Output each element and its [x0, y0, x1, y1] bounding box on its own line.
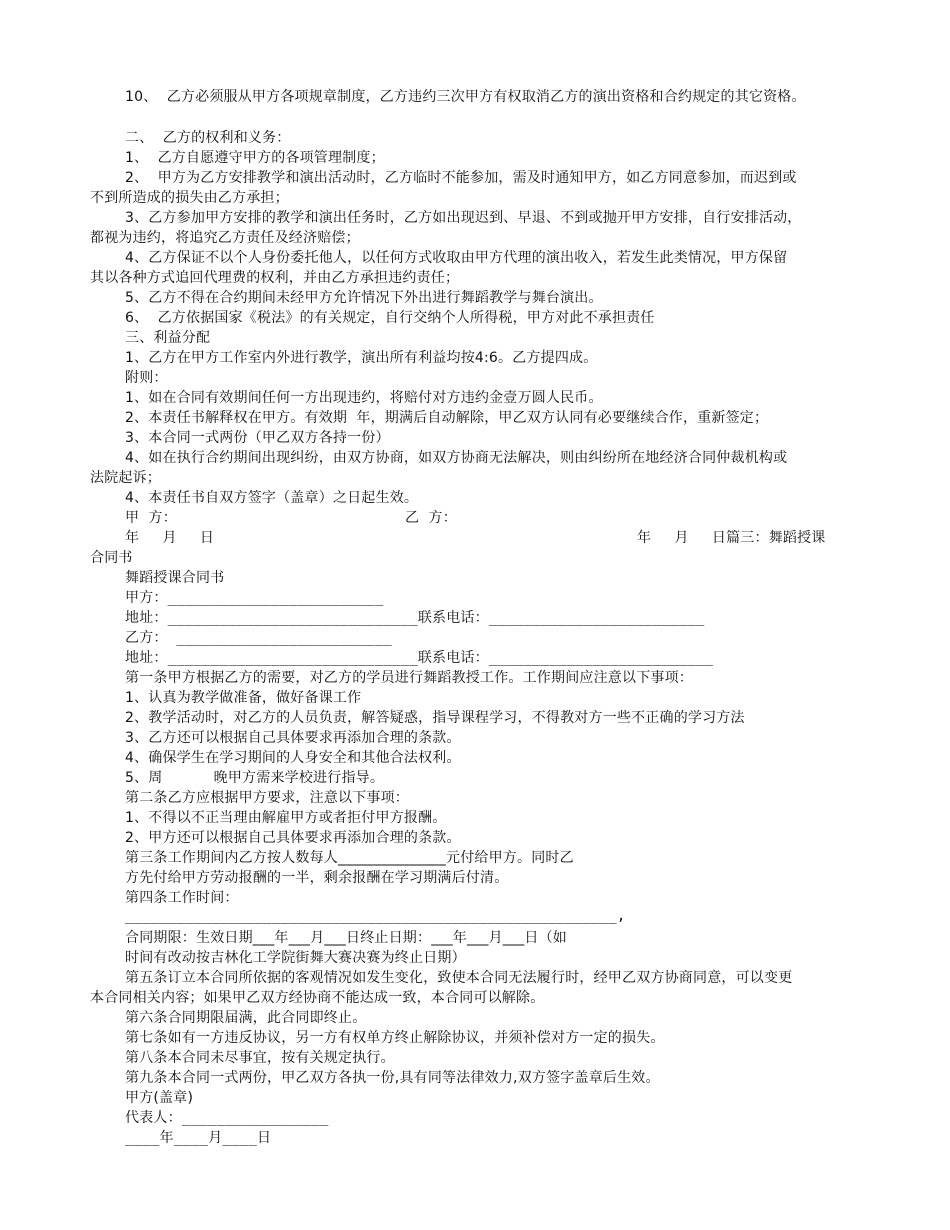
form-field-address-b: 地址：_____________________________联系电话：__________________________: [125, 650, 714, 666]
text-line: 10、 乙方必须服从甲方各项规章制度，乙方违约三次甲方有权取消乙方的演出资格和合约规定的其它资格。: [125, 89, 806, 105]
blank-line: _________________________________________________________,: [125, 908, 626, 924]
text-line: 方先付给甲方劳动报酬的一半，剩余报酬在学习期满后付清。: [125, 870, 509, 886]
representative-field: 代表人：_________________: [125, 1110, 329, 1126]
signature-label: 甲方(盖章): [125, 1090, 194, 1106]
text-line: 时间有改动按吉林化工学院街舞大赛决赛为终止日期）: [125, 950, 466, 966]
text-line: 附则：: [125, 370, 168, 386]
text-line: 1、如在合同有效期间任何一方出现违约，将赔付对方违约金壹万圆人民币。: [125, 390, 603, 406]
text-line: 2、 甲方为乙方安排教学和演出活动时，乙方临时不能参加，需及时通知甲方，如乙方同意参加，而迟到或: [125, 170, 797, 186]
text-line: 1、认真为教学做准备，做好备课工作: [125, 690, 362, 706]
text-line: 第四条工作时间：: [125, 890, 239, 906]
text-line: 2、甲方还可以根据自己具体要求再添加合理的条款。: [125, 830, 461, 846]
text-line: 法院起诉；: [90, 470, 161, 486]
text-line: 2、教学活动时，对乙方的人员负责，解答疑惑，指导课程学习，不得教对方一些不正确的学习方法: [125, 710, 745, 726]
date-field: ____年____月____日: [125, 1130, 272, 1146]
text-line: 第五条订立本合同所依据的客观情况如发生变化，致使本合同无法履行时，经甲乙双方协商同意，可以变更: [125, 970, 793, 986]
text-line: 第三条工作期间内乙方按人数每人_______________元付给甲方。同时乙: [125, 850, 574, 866]
text-line: 4、本责任书自双方签字（盖章）之日起生效。: [125, 490, 419, 506]
form-field-address-a: 地址：_____________________________联系电话：_________________________: [125, 610, 705, 626]
text-line: 6、 乙方依据国家《税法》的有关规定，自行交纳个人所得税，甲方对此不承担责任: [125, 310, 655, 326]
date-line-a: 年 月 日: [125, 530, 215, 546]
text-line: 第七条如有一方违反协议，另一方有权单方终止解除协议，并须补偿对方一定的损失。: [125, 1030, 665, 1046]
text-line: 二、 乙方的权利和义务：: [125, 130, 291, 146]
form-field-party-b: 乙方： _________________________: [125, 630, 392, 646]
text-line: 都视为违约，将追究乙方责任及经济赔偿；: [90, 230, 360, 246]
text-line: 1、不得以不正当理由解雇甲方或者拒付甲方报酬。: [125, 810, 447, 826]
text-line: 4、乙方保证不以个人身份委托他人，以任何方式收取由甲方代理的演出收入，若发生此类情况，甲方保留: [125, 250, 788, 266]
text-line: 3、乙方还可以根据自己具体要求再添加合理的条款。: [125, 730, 461, 746]
signature-party-b: 乙 方：: [405, 510, 457, 526]
text-line: 5、乙方不得在合约期间未经甲方允许情况下外出进行舞蹈教学与舞台演出。: [125, 290, 603, 306]
text-line: 不到所造成的损失由乙方承担；: [90, 190, 289, 206]
text-line: 2、本责任书解释权在甲方。有效期 年，期满后自动解除，甲乙双方认同有必要继续合作，重新签定；: [125, 410, 769, 426]
text-line: 第一条甲方根据乙方的需要，对乙方的学员进行舞蹈教授工作。工作期间应注意以下事项：: [125, 670, 693, 686]
text-line: 4、如在执行合约期间出现纠纷，由双方协商，如双方协商无法解决，则由纠纷所在地经济合同仲裁机构或: [125, 450, 788, 466]
text-line: 第八条本合同未尽事宜，按有关规定执行。: [125, 1050, 395, 1066]
text-line: 合同期限：生效日期___年___月___日终止日期：___年___月___日（如: [125, 930, 567, 946]
signature-party-a: 甲 方：: [125, 510, 177, 526]
text-line: 其以各种方式追回代理费的权利，并由乙方承担违约责任；: [90, 270, 460, 286]
section-title: 舞蹈授课合同书: [125, 570, 225, 586]
text-line: 4、确保学生在学习期间的人身安全和其他合法权利。: [125, 750, 461, 766]
text-line: 三、利益分配: [125, 330, 211, 346]
text-line: 第二条乙方应根据甲方要求，注意以下事项：: [125, 790, 409, 806]
text-line: 1、乙方在甲方工作室内外进行教学，演出所有利益均按4:6。乙方提四成。: [125, 350, 598, 366]
date-line-b: 年 月 日篇三：舞蹈授课: [637, 530, 826, 546]
text-line: 3、本合同一式两份（甲乙双方各持一份）: [125, 430, 390, 446]
text-line: 第九条本合同一式两份，甲乙双方各执一份,具有同等法律效力,双方签字盖章后生效。: [125, 1070, 660, 1086]
text-line: 3、乙方参加甲方安排的教学和演出任务时，乙方如出现迟到、早退、不到或抛开甲方安排，自行安排活动，: [125, 210, 802, 226]
form-field-party-a: 甲方：_________________________: [125, 590, 384, 606]
text-line: 1、 乙方自愿遵守甲方的各项管理制度；: [125, 150, 385, 166]
text-line: 5、周 晚甲方需来学校进行指导。: [125, 770, 385, 786]
text-line: 本合同相关内容；如果甲乙双方经协商不能达成一致，本合同可以解除。: [90, 990, 545, 1006]
text-line: 第六条合同期限届满，此合同即终止。: [125, 1010, 367, 1026]
text-line: 合同书: [90, 550, 133, 566]
